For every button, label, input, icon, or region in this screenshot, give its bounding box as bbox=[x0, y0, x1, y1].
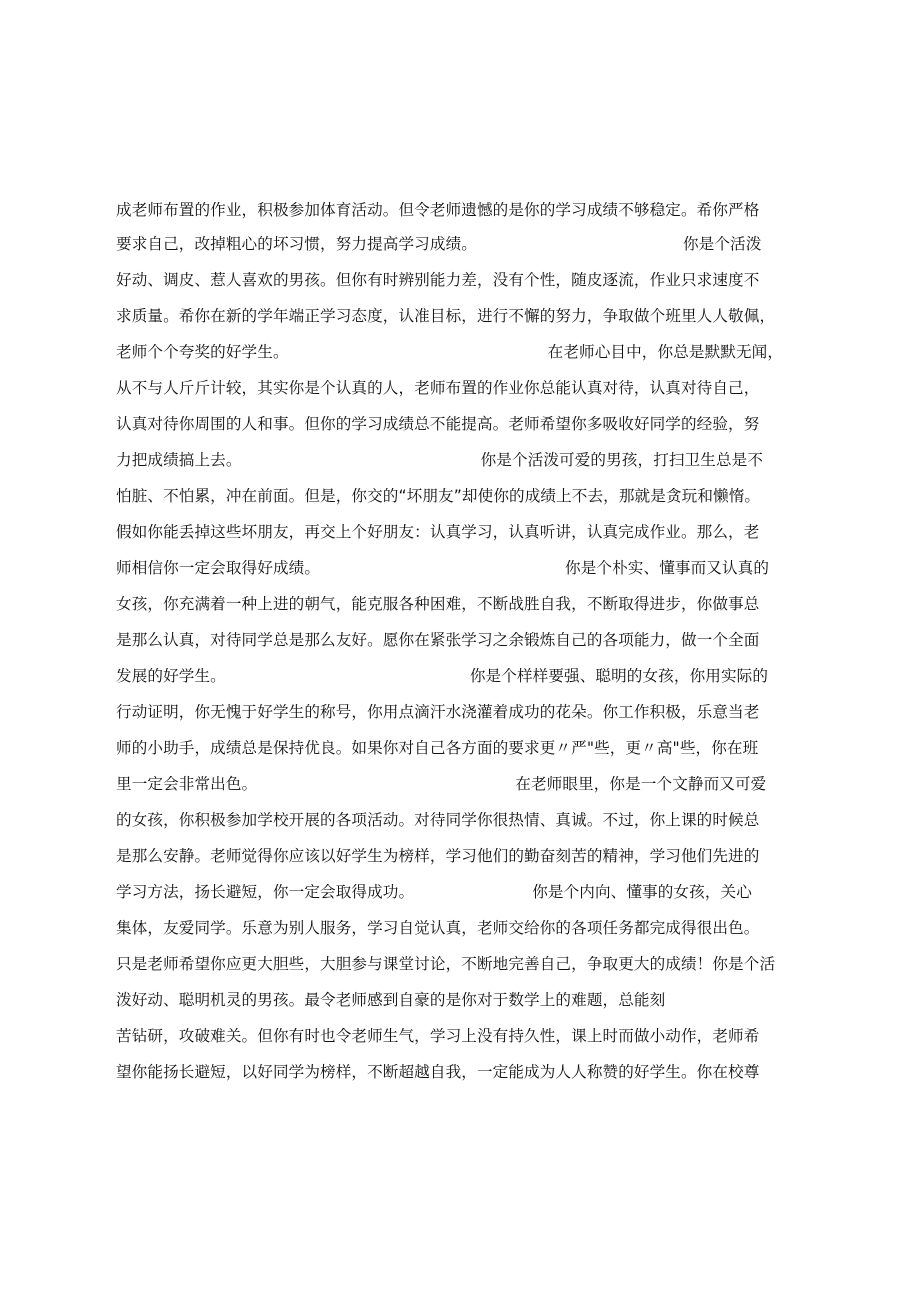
text-line: 要求自己，改掉粗心的坏习惯，努力提高学习成绩。 你是个活泼 bbox=[116, 235, 762, 253]
text-line: 假如你能丢掉这些坏朋友，再交上个好朋友：认真学习，认真听讲，认真完成作业。那么，老 bbox=[116, 523, 760, 541]
text-line: 集体，友爱同学。乐意为别人服务，学习自觉认真，老师交给你的各项任务都完成得很出色。 bbox=[116, 919, 760, 937]
text-line: 里一定会非常出色。 在老师眼里，你是一个文静而又可爱 bbox=[116, 775, 767, 793]
text-line: 学习方法，扬长避短，你一定会取得成功。 你是个内向、懂事的女孩，关心 bbox=[116, 883, 752, 901]
text-line: 老师个个夸奖的好学生。 在老师心目中，你总是默默无闻， bbox=[116, 343, 784, 361]
text-line: 成老师布置的作业，积极参加体育活动。但令老师遗憾的是你的学习成绩不够稳定。希你严格 bbox=[116, 201, 760, 219]
text-line: 师相信你一定会取得好成绩。 你是个朴实、懂事而又认真的 bbox=[116, 559, 770, 577]
text-line: 只是老师希望你应更大胆些，大胆参与课堂讨论，不断地完善自己，争取更大的成绩！你是个活 bbox=[116, 955, 776, 973]
text-line: 是那么认真，对待同学总是那么友好。愿你在紧张学习之余锻炼自己的各项能力，做一个全面 bbox=[116, 631, 760, 649]
text-line: 怕脏、不怕累，冲在前面。但是，你交的“坏朋友”却使你的成绩上不去，那就是贪玩和懒惰。 bbox=[116, 487, 761, 505]
text-line: 从不与人斤斤计较，其实你是个认真的人，老师布置的作业你总能认真对待，认真对待自己， bbox=[116, 379, 760, 397]
text-line: 是那么安静。老师觉得你应该以好学生为榜样，学习他们的勤奋刻苦的精神，学习他们先进的 bbox=[116, 847, 760, 865]
text-line: 女孩，你充满着一种上进的朝气，能克服各种困难，不断战胜自我，不断取得进步，你做事总 bbox=[116, 595, 760, 613]
text-line: 求质量。希你在新的学年端正学习态度，认准目标，进行不懈的努力，争取做个班里人人敬佩， bbox=[116, 307, 776, 325]
text-line: 认真对待你周围的人和事。但你的学习成绩总不能提高。老师希望你多吸收好同学的经验，努 bbox=[116, 415, 760, 433]
text-line: 行动证明，你无愧于好学生的称号，你用点滴汗水浇灌着成功的花朵。你工作积极，乐意当老 bbox=[116, 703, 760, 721]
text-line: 发展的好学生。 你是个样样要强、聪明的女孩，你用实际的 bbox=[116, 667, 769, 685]
text-line: 苦钻研，攻破难关。但你有时也令老师生气，学习上没有持久性，课上时而做小动作，老师希 bbox=[116, 1027, 760, 1045]
text-line: 泼好动、聪明机灵的男孩。最令老师感到自豪的是你对于数学上的难题，总能刻 bbox=[116, 991, 666, 1009]
text-line: 力把成绩搞上去。 你是个活泼可爱的男孩，打扫卫生总是不 bbox=[116, 451, 764, 469]
text-line: 师的小助手，成绩总是保持优良。如果你对自己各方面的要求更〃严"些，更〃高"些，你在班 bbox=[116, 739, 759, 757]
text-line: 的女孩，你积极参加学校开展的各项活动。对待同学你很热情、真诚。不过，你上课的时候总 bbox=[116, 811, 760, 829]
text-line: 望你能扬长避短，以好同学为榜样，不断超越自我，一定能成为人人称赞的好学生。你在校尊 bbox=[116, 1063, 760, 1081]
text-line: 好动、调皮、惹人喜欢的男孩。但你有时辨别能力差，没有个性，随皮逐流，作业只求速度不 bbox=[116, 271, 760, 289]
